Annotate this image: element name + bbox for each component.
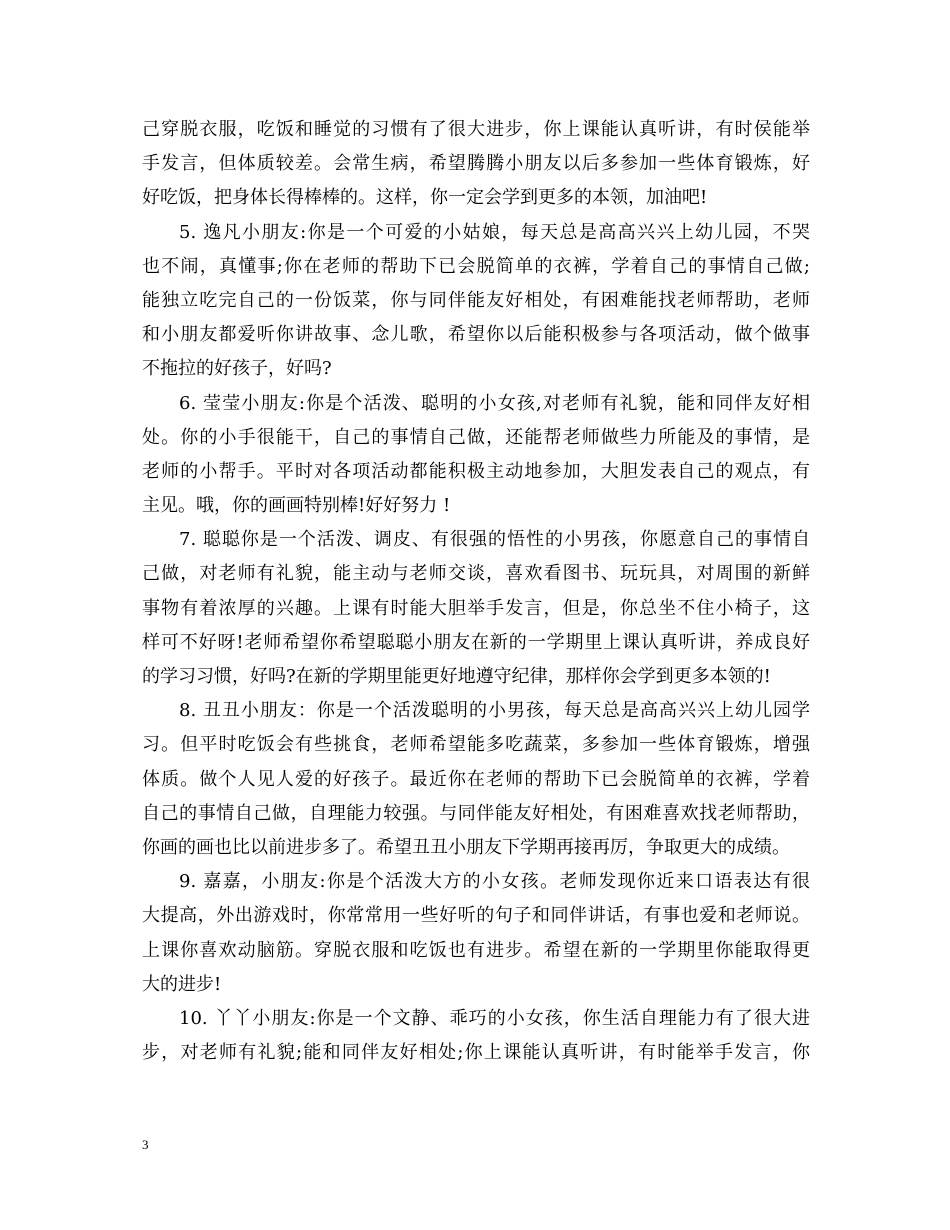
page-number: 3	[142, 1137, 149, 1152]
text-line: 己穿脱衣服，吃饭和睡觉的习惯有了很大进步，你上课能认真听讲，有时侯能举	[142, 119, 810, 140]
text-line: 能独立吃完自己的一份饭菜，你与同伴能友好相处，有困难能找老师帮助，老师	[142, 289, 810, 311]
text-line: 步，对老师有礼貌;能和同伴友好相处;你上课能认真听讲，有时能举手发言，你	[142, 1042, 810, 1064]
text-line: 老师的小帮手。平时对各项活动都能积极主动地参加，大胆发表自己的观点，有	[142, 460, 810, 482]
text-line: 体质。做个人见人爱的好孩子。最近你在老师的帮助下已会脱简单的衣裤，学着	[142, 768, 810, 790]
text-line: 大提高，外出游戏时，你常常用一些好听的句子和同伴讲话，有事也爱和老师说。	[142, 905, 810, 927]
text-line: 的学习习惯，好吗?在新的学期里能更好地遵守纪律，那样你会学到更多本领的!	[142, 666, 771, 687]
text-line: 5. 逸凡小朋友:你是一个可爱的小姑娘，每天总是高高兴兴上幼儿园，不哭	[179, 221, 810, 243]
text-line: 和小朋友都爱听你讲故事、念儿歌，希望你以后能积极参与各项活动，做个做事	[142, 324, 810, 346]
text-line: 主见。哦，你的画画特别棒!好好努力 !	[142, 495, 451, 517]
text-line: 好吃饭，把身体长得棒棒的。这样，你一定会学到更多的本领，加油吧!	[142, 187, 708, 209]
text-line: 7. 聪聪你是一个活泼、调皮、有很强的悟性的小男孩，你愿意自己的事情自	[179, 529, 810, 551]
text-line: 9. 嘉嘉，小朋友:你是个活泼大方的小女孩。老师发现你近来口语表达有很	[179, 871, 810, 893]
text-line: 你画的画也比以前进步多了。希望丑丑小朋友下学期再接再厉，争取更大的成绩。	[142, 836, 790, 858]
text-line: 大的进步!	[142, 973, 222, 995]
text-line: 样可不好呀!老师希望你希望聪聪小朋友在新的一学期里上课认真听讲，养成良好	[142, 631, 810, 653]
text-line: 8. 丑丑小朋友：你是一个活泼聪明的小男孩，每天总是高高兴兴上幼儿园学	[179, 700, 810, 722]
text-line: 也不闹，真懂事;你在老师的帮助下已会脱简单的衣裤，学着自己的事情自己做;	[142, 255, 810, 277]
text-line: 10. 丫丫小朋友:你是一个文静、乖巧的小女孩，你生活自理能力有了很大进	[179, 1007, 810, 1029]
text-line: 不拖拉的好孩子，好吗?	[142, 358, 332, 380]
text-line: 6. 莹莹小朋友:你是个活泼、聪明的小女孩,对老师有礼貌，能和同伴友好相	[179, 392, 810, 414]
text-line: 习。但平时吃饭会有些挑食，老师希望能多吃蔬菜，多参加一些体育锻炼，增强	[142, 734, 810, 756]
text-line: 上课你喜欢动脑筋。穿脱衣服和吃饭也有进步。希望在新的一学期里你能取得更	[142, 939, 810, 961]
text-line: 手发言，但体质较差。会常生病，希望腾腾小朋友以后多参加一些体育锻炼，好	[142, 153, 810, 175]
document-body	[142, 113, 810, 1070]
text-line: 自己的事情自己做，自理能力较强。与同伴能友好相处，有困难喜欢找老师帮助，	[142, 802, 810, 824]
text-line: 处。你的小手很能干，自己的事情自己做，还能帮老师做些力所能及的事情，是	[142, 426, 810, 448]
text-line: 己做，对老师有礼貌，能主动与老师交谈，喜欢看图书、玩玩具，对周围的新鲜	[142, 563, 810, 585]
text-line: 事物有着浓厚的兴趣。上课有时能大胆举手发言，但是，你总坐不住小椅子，这	[142, 597, 810, 619]
